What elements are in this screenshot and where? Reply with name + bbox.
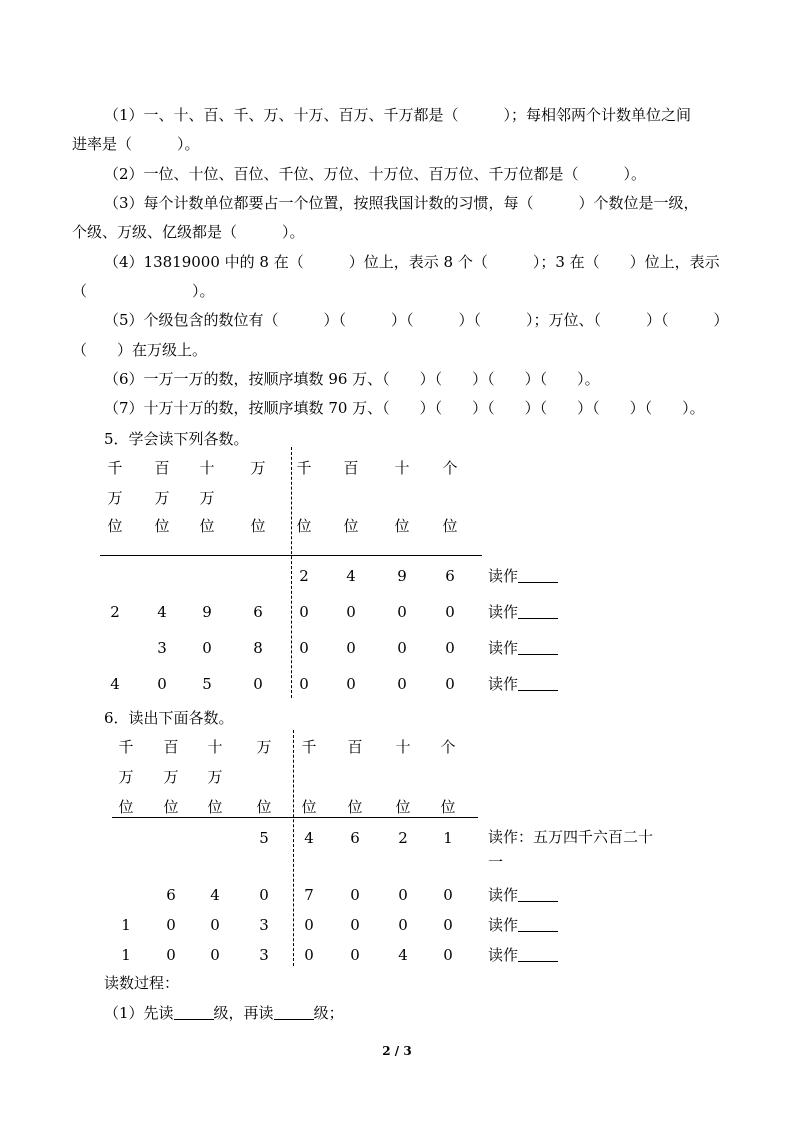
question-1-line-1: （1）一、十、百、千、万、十万、百万、千万都是（ ）；每相邻两个计数单位之间: [104, 106, 692, 124]
column-header-char: 千: [118, 738, 134, 756]
column-header-char: 万: [107, 489, 123, 507]
process-title: 读数过程：: [104, 974, 180, 992]
read-as-label: 读作: [488, 567, 519, 585]
digit-cell: 9: [397, 567, 407, 585]
digit-cell: 0: [299, 603, 309, 621]
digit-cell: 8: [253, 639, 263, 657]
column-header-char: 万: [154, 489, 170, 507]
digit-cell: 2: [398, 829, 408, 847]
column-header-char: 万: [163, 768, 179, 786]
column-header-char: 位: [394, 517, 410, 535]
column-header-char: 百: [347, 738, 363, 756]
column-header-char: 位: [199, 517, 215, 535]
digit-cell: 0: [304, 946, 314, 964]
question-4-line-2: （ ）。: [72, 282, 215, 300]
digit-cell: 0: [157, 675, 167, 693]
question-2: （2）一位、十位、百位、千位、万位、十万位、百万位、千万位都是（ ）。: [104, 165, 647, 183]
digit-cell: 0: [346, 675, 356, 693]
answer-6-line-2: 一: [488, 853, 504, 871]
column-header-char: 位: [154, 517, 170, 535]
column-header-char: 万: [256, 738, 272, 756]
column-header-char: 十: [394, 459, 410, 477]
column-header-char: 十: [199, 459, 215, 477]
read-as-label: 读作: [488, 886, 519, 904]
column-header-char: 百: [163, 738, 179, 756]
digit-cell: 7: [304, 886, 314, 904]
page-number: 2 / 3: [382, 1044, 412, 1058]
column-header-char: 个: [440, 738, 456, 756]
digit-cell: 4: [157, 603, 167, 621]
digit-cell: 1: [443, 829, 453, 847]
read-as-label: 读作: [488, 603, 519, 621]
digit-cell: 0: [259, 886, 269, 904]
digit-cell: 0: [445, 639, 455, 657]
digit-cell: 0: [445, 603, 455, 621]
question-6: （6）一万一万的数，按顺序填数 96 万、（ ）（ ）（ ）（ ）。: [104, 370, 600, 388]
digit-cell: 4: [110, 675, 120, 693]
read-as-label: 读作: [488, 675, 519, 693]
column-header-char: 位: [343, 517, 359, 535]
digit-cell: 0: [397, 675, 407, 693]
digit-cell: 1: [121, 946, 131, 964]
digit-cell: 0: [166, 916, 176, 934]
process-text-a: （1）先读: [104, 1004, 174, 1022]
digit-cell: 0: [299, 639, 309, 657]
read-as-label: 读作: [488, 946, 519, 964]
question-7: （7）十万十万的数，按顺序填数 70 万、（ ）（ ）（ ）（ ）（ ）（ ）。: [104, 399, 705, 417]
column-header-char: 位: [163, 798, 179, 816]
digit-cell: 1: [121, 916, 131, 934]
section-5-title: 5．学会读下列各数。: [104, 430, 249, 448]
column-header-char: 百: [343, 459, 359, 477]
digit-cell: 0: [346, 639, 356, 657]
column-header-char: 位: [207, 798, 223, 816]
digit-cell: 0: [202, 639, 212, 657]
read-as-answer: [488, 641, 558, 656]
column-header-char: 位: [107, 517, 123, 535]
column-header-char: 位: [440, 798, 456, 816]
digit-cell: 3: [259, 946, 269, 964]
column-header-char: 百: [154, 459, 170, 477]
column-header-char: 万: [118, 768, 134, 786]
column-header-char: 位: [347, 798, 363, 816]
digit-cell: 0: [166, 946, 176, 964]
process-text-c: 级；: [313, 1004, 344, 1022]
table-rule: [112, 817, 478, 818]
digit-cell: 6: [350, 829, 360, 847]
digit-cell: 0: [210, 946, 220, 964]
read-as-answer: [488, 569, 558, 584]
read-as-answer: [488, 677, 558, 692]
answer-blank[interactable]: [518, 582, 558, 583]
digit-cell: 4: [210, 886, 220, 904]
read-as-label: 读作: [488, 916, 519, 934]
digit-cell: 5: [259, 829, 269, 847]
column-header-char: 万: [199, 489, 215, 507]
answer-blank[interactable]: [174, 1019, 214, 1020]
digit-cell: 0: [397, 603, 407, 621]
column-header-char: 千: [107, 459, 123, 477]
digit-cell: 0: [350, 946, 360, 964]
answer-blank[interactable]: [518, 901, 558, 902]
digit-cell: 0: [299, 675, 309, 693]
digit-cell: 6: [445, 567, 455, 585]
digit-cell: 4: [346, 567, 356, 585]
digit-cell: 2: [110, 603, 120, 621]
column-header-char: 十: [207, 738, 223, 756]
digit-cell: 2: [299, 567, 309, 585]
digit-cell: 0: [350, 916, 360, 934]
digit-cell: 0: [397, 639, 407, 657]
read-as-answer: [488, 918, 558, 933]
digit-cell: 3: [157, 639, 167, 657]
digit-cell: 9: [202, 603, 212, 621]
answer-blank[interactable]: [518, 690, 558, 691]
answer-blank[interactable]: [518, 654, 558, 655]
process-line-1: [104, 1006, 344, 1021]
question-4-line-1: （4）13819000 中的 8 在（ ）位上，表示 8 个（ ）；3 在（ ）位上，表示: [104, 253, 720, 271]
question-5-line-2: （ ）在万级上。: [72, 341, 208, 359]
read-as-answer: [488, 888, 558, 903]
read-as-answer: [488, 948, 558, 963]
question-3-line-2: 个级、万级、亿级都是（ ）。: [72, 223, 305, 241]
digit-cell: 0: [253, 675, 263, 693]
digit-cell: 0: [346, 603, 356, 621]
column-header-char: 万: [250, 459, 266, 477]
digit-cell: 0: [304, 916, 314, 934]
process-text-b: 级，再读: [213, 1004, 274, 1022]
digit-cell: 6: [166, 886, 176, 904]
section-6-title: 6．读出下面各数。: [104, 709, 234, 727]
digit-cell: 0: [398, 916, 408, 934]
column-header-char: 位: [118, 798, 134, 816]
answer-blank[interactable]: [518, 618, 558, 619]
digit-cell: 5: [202, 675, 212, 693]
digit-cell: 0: [443, 946, 453, 964]
digit-cell: 0: [398, 886, 408, 904]
digit-cell: 0: [445, 675, 455, 693]
column-header-char: 位: [250, 517, 266, 535]
column-header-char: 位: [256, 798, 272, 816]
column-header-char: 位: [296, 517, 312, 535]
column-header-char: 千: [296, 459, 312, 477]
question-3-line-1: （3）每个计数单位都要占一个位置，按照我国计数的习惯，每（ ）个数位是一级，: [104, 194, 699, 212]
answer-blank[interactable]: [274, 1019, 314, 1020]
digit-cell: 0: [443, 886, 453, 904]
column-header-char: 十: [395, 738, 411, 756]
read-as-answer: [488, 605, 558, 620]
digit-cell: 4: [304, 829, 314, 847]
question-1-line-2: 进率是（ ）。: [72, 135, 200, 153]
digit-cell: 3: [259, 916, 269, 934]
column-header-char: 位: [301, 798, 317, 816]
class-divider-dashed: [293, 730, 294, 966]
read-as-label: 读作: [488, 639, 519, 657]
column-header-char: 位: [395, 798, 411, 816]
column-header-char: 个: [442, 459, 458, 477]
column-header-char: 位: [442, 517, 458, 535]
digit-cell: 0: [443, 916, 453, 934]
answer-6-line-1: 读作：五万四千六百二十: [488, 828, 654, 846]
question-5-line-1: （5）个级包含的数位有（ ）（ ）（ ）（ ）；万位、（ ）（ ）: [104, 311, 729, 329]
answer-blank[interactable]: [518, 961, 558, 962]
digit-cell: 6: [253, 603, 263, 621]
digit-cell: 4: [398, 946, 408, 964]
column-header-char: 万: [207, 768, 223, 786]
digit-cell: 0: [350, 886, 360, 904]
column-header-char: 千: [301, 738, 317, 756]
digit-cell: 0: [210, 916, 220, 934]
answer-blank[interactable]: [518, 931, 558, 932]
